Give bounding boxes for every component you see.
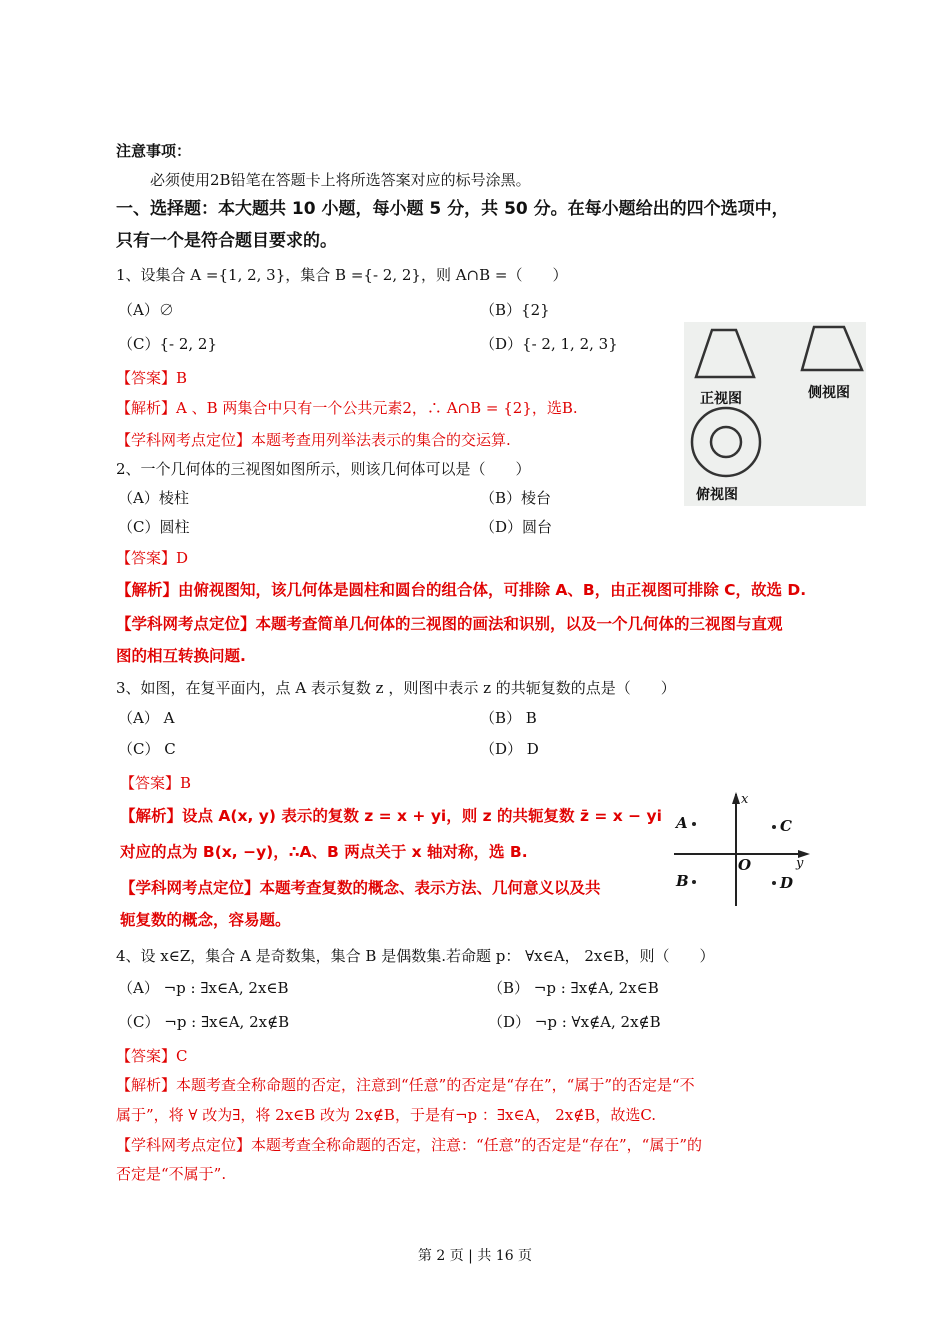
q3-stem: 3、如图，在复平面内，点 A 表示复数 z ，则图中表示 z 的共轭复数的点是（ ） bbox=[116, 679, 676, 697]
q4-point-2: 否定是“不属于”. bbox=[116, 1165, 227, 1183]
q1-answer: 【答案】B bbox=[116, 369, 188, 387]
complex-plane-axes bbox=[668, 790, 818, 910]
q3-analysis-2: 对应的点为 B(x, −y)，∴A、B 两点关于 x 轴对称，选 B. bbox=[120, 843, 528, 861]
three-view-figure bbox=[684, 322, 866, 506]
three-view-drawing bbox=[684, 322, 866, 506]
point-c-label: C bbox=[780, 817, 792, 835]
q4-option-b: （B） ¬p : ∃x∉A, 2x∈B bbox=[488, 979, 659, 997]
q2-option-c: （C）圆柱 bbox=[118, 518, 190, 536]
section-heading-2: 只有一个是符合题目要求的。 bbox=[116, 231, 337, 251]
q3-answer: 【答案】B bbox=[120, 774, 192, 792]
q3-option-a: （A） A bbox=[118, 709, 175, 727]
q4-option-d: （D） ¬p : ∀x∉A, 2x∉B bbox=[488, 1013, 661, 1031]
q2-option-b: （B）棱台 bbox=[480, 489, 552, 507]
notice-body: 必须使用2B铅笔在答题卡上将所选答案对应的标号涂黑。 bbox=[150, 171, 531, 189]
q4-answer: 【答案】C bbox=[116, 1047, 188, 1065]
q3-option-b: （B） B bbox=[480, 709, 537, 727]
q2-answer: 【答案】D bbox=[116, 549, 189, 567]
q4-stem: 4、设 x∈Z，集合 A 是奇数集，集合 B 是偶数集.若命题 p： ∀x∈A， 2x∈B，则（ ） bbox=[116, 947, 715, 965]
notice-title: 注意事项： bbox=[116, 142, 192, 160]
q4-option-c: （C） ¬p : ∃x∈A, 2x∉B bbox=[118, 1013, 290, 1031]
q1-analysis: 【解析】A 、B 两集合中只有一个公共元素2，∴ A∩B = {2}，选B. bbox=[116, 399, 578, 417]
q1-stem: 1、设集合 A ={1, 2, 3}，集合 B ={- 2, 2}，则 A∩B =（ ） bbox=[116, 266, 568, 284]
page-footer: 第 2 页 | 共 16 页 bbox=[417, 1248, 533, 1264]
q2-point-1: 【学科网考点定位】本题考查简单几何体的三视图的画法和识别，以及一个几何体的三视图与直观 bbox=[116, 615, 783, 633]
q2-option-a: （A）棱柱 bbox=[118, 489, 189, 507]
q3-point-2: 轭复数的概念，容易题。 bbox=[120, 911, 291, 929]
q2-stem: 2、一个几何体的三视图如图所示，则该几何体可以是（ ） bbox=[116, 460, 531, 478]
q4-option-a: （A） ¬p : ∃x∈A, 2x∈B bbox=[118, 979, 289, 997]
point-d-label: D bbox=[780, 874, 794, 892]
side-view-label: 侧视图 bbox=[808, 385, 850, 401]
q1-option-a: （A）∅ bbox=[118, 301, 174, 319]
top-view-label: 俯视图 bbox=[696, 487, 738, 503]
q3-option-d: （D） D bbox=[480, 740, 539, 758]
section-heading-1: 一、选择题：本大题共 10 小题，每小题 5 分，共 50 分。在每小题给出的四个选项中， bbox=[116, 199, 789, 219]
q3-point-1: 【学科网考点定位】本题考查复数的概念、表示方法、几何意义以及共 bbox=[120, 879, 601, 897]
axis-label-x: x bbox=[741, 792, 749, 807]
q1-option-c: （C）{- 2, 2} bbox=[118, 335, 218, 353]
q1-option-b: （B）{2} bbox=[480, 301, 550, 319]
q1-point: 【学科网考点定位】本题考查用列举法表示的集合的交运算. bbox=[116, 431, 511, 449]
q4-point-1: 【学科网考点定位】本题考查全称命题的否定，注意：“任意”的否定是“存在”，“属于”的 bbox=[116, 1136, 703, 1154]
q4-analysis-1: 【解析】本题考查全称命题的否定，注意到“任意”的否定是“存在”，“属于”的否定是“不 bbox=[116, 1076, 695, 1094]
axis-label-y: y bbox=[796, 856, 804, 871]
q3-option-c: （C） C bbox=[118, 740, 176, 758]
point-a-label: A bbox=[676, 814, 688, 832]
point-b-label: B bbox=[676, 872, 689, 890]
complex-plane-figure bbox=[668, 790, 818, 910]
origin-label: O bbox=[738, 856, 752, 874]
q4-analysis-2: 属于”，将 ∀ 改为∃，将 2x∈B 改为 2x∉B，于是有¬p ：∃x∈A， 2x∉B，故选C. bbox=[116, 1106, 657, 1124]
q2-point-2: 图的相互转换问题. bbox=[116, 647, 246, 665]
q2-analysis: 【解析】由俯视图知，该几何体是圆柱和圆台的组合体，可排除 A、B，由正视图可排除 C，故选 D. bbox=[116, 581, 807, 599]
q1-option-d: （D）{- 2, 1, 2, 3} bbox=[480, 335, 618, 353]
front-view-label: 正视图 bbox=[700, 391, 742, 407]
q2-option-d: （D）圆台 bbox=[480, 518, 553, 536]
q3-analysis-1: 【解析】设点 A(x, y) 表示的复数 z = x + yi，则 z 的共轭复数 z̄ = x − yi bbox=[120, 807, 662, 825]
